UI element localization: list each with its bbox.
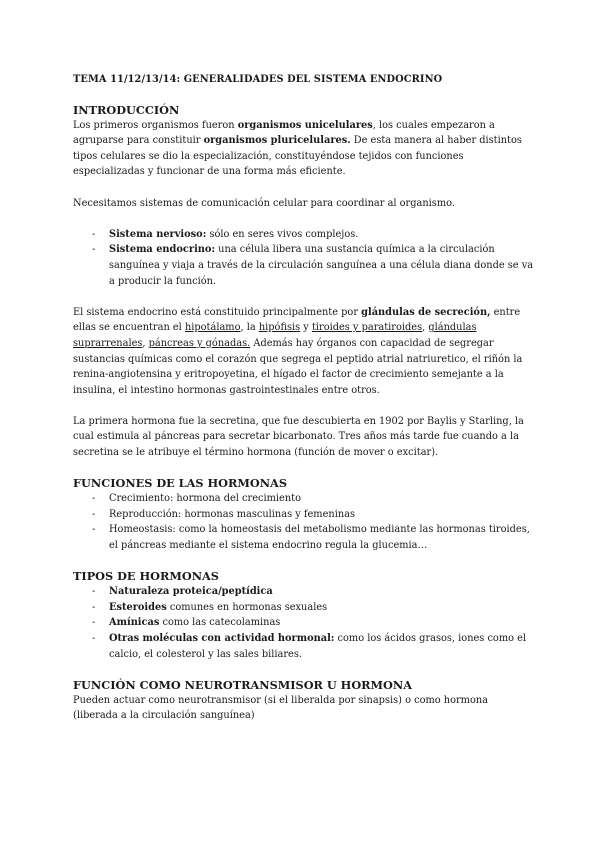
underlined-term: hipófisis (258, 322, 301, 334)
text-run: , (422, 322, 429, 334)
text-run: y (300, 322, 312, 334)
text-run: De esta manera al haber distintos tipos celulares se dio la especialización, constituyéndose tejidos con funciones especializadas y funcionar de una forma más eficiente. (73, 135, 522, 178)
intro-paragraph-1 (73, 118, 535, 180)
bold-term: Naturaleza proteica/peptídica (109, 586, 273, 598)
underlined-term: páncreas y gónadas. (148, 337, 251, 349)
underlined-term: hipotálamo (184, 322, 241, 334)
list-item: - Crecimiento: hormona del crecimiento (109, 491, 535, 507)
list-item (109, 600, 535, 616)
intro-paragraph-2: Necesitamos sistemas de comunicación celular para coordinar al organismo. (73, 197, 455, 209)
underlined-term: tiroides y paratiroides (311, 322, 423, 334)
document-page (73, 72, 535, 724)
list-item (109, 242, 535, 289)
bold-term: organismos unicelulares (237, 119, 373, 131)
text-run: como las catecolaminas (159, 617, 281, 629)
list-item (109, 584, 535, 600)
text-run: comunes en hormonas sexuales (166, 601, 328, 613)
neuro-paragraph: Pueden actuar como neurotransmisor (si el liberalda por sinapsis) o como hormona (liberada a la circulación sanguínea) (73, 694, 488, 722)
section-heading-tipos: TIPOS DE HORMONAS (73, 569, 219, 584)
list-item (109, 615, 535, 631)
bold-term: Amínicas (109, 617, 160, 629)
sistemas-list (73, 227, 535, 289)
text-run: Además hay órganos con capacidad de segregar sustancias químicas como el corazón que segrega el peptido atrial natriuretico, el riñón la renina-angiotensina y eritropoyetina, el hígado el factor de crecimiento semejante a la insulina, el intestino hormonas gastrointestinales entre otros. (73, 337, 523, 396)
text-run: , (142, 337, 149, 349)
funciones-list (73, 491, 535, 553)
intro-paragraph-3 (73, 305, 535, 399)
bold-term: glándulas de secreción, (361, 306, 491, 318)
list-item: - Homeostasis: como la homeostasis del metabolismo mediante las hormonas tiroides, el páncreas mediante el sistema endocrino regula la glucemia… (109, 522, 535, 553)
text-run: como los ácidos grasos, iones como el calcio, el colesterol y las sales biliares. (109, 633, 527, 660)
list-item: - Reproducción: hormonas masculinas y femeninas (109, 507, 535, 523)
underlined-term: glándulas suprarrenales (73, 322, 477, 349)
text-run: El sistema endocrino está constituido principalmente por (73, 306, 362, 318)
document-title: TEMA 11/12/13/14: GENERALIDADES DEL SISTEMA ENDOCRINO (73, 74, 443, 85)
text-run: sólo en seres vivos complejos. (206, 228, 359, 240)
tipos-list (73, 584, 535, 662)
text-run: , los cuales empezaron a agruparse para constituir (73, 119, 495, 147)
bold-term: Sistema endocrino: (109, 244, 216, 256)
text-run: , la (240, 322, 259, 334)
text-run: Los primeros organismos fueron (73, 119, 238, 131)
intro-paragraph-4: La primera hormona fue la secretina, que fue descubierta en 1902 por Baylis y Starling, la cual estimula al páncreas para secretar bicarbonato. Tres años más tarde fue cuando a la secretina se le atribuye el término hormona (función de mover o excitar). (73, 415, 524, 459)
bold-term: Otras moléculas con actividad hormonal: (109, 633, 335, 644)
section-heading-funciones: FUNCIONES DE LAS HORMONAS (73, 476, 287, 491)
text-run: una célula libera una sustancia química a la circulación sanguínea y viaja a través de la circulación sanguínea a una célula diana donde se va a producir la función. (109, 244, 534, 287)
bold-term: organismos pluricelulares. (203, 135, 351, 147)
list-item (109, 631, 535, 662)
bold-term: Sistema nervioso: (109, 228, 207, 240)
list-item (109, 227, 535, 243)
section-heading-neurotransmisor: FUNCIÓN COMO NEUROTRANSMISOR U HORMONA (73, 677, 412, 692)
bold-term: Esteroides (109, 601, 167, 613)
section-heading-introduccion: INTRODUCCIÓN (73, 102, 180, 117)
text-run: entre ellas se encuentran el (73, 306, 521, 334)
